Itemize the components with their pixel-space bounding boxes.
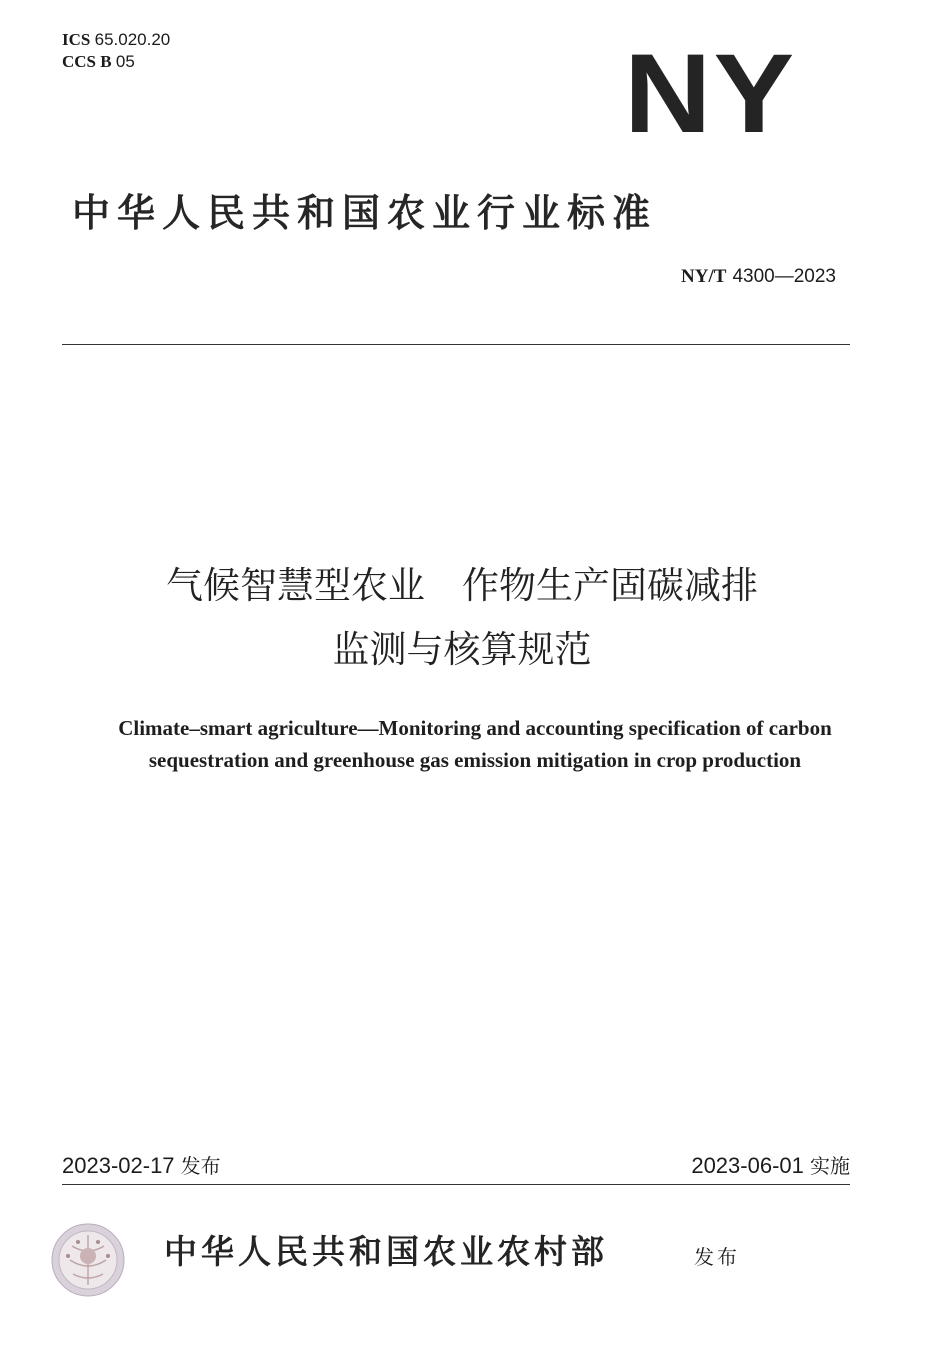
ministry-emblem-icon bbox=[50, 1222, 126, 1298]
ccs-label: CCS B bbox=[62, 52, 112, 71]
issuing-ministry: 中华人民共和国农业农村部 bbox=[164, 1232, 608, 1271]
publish-date-label: 发布 bbox=[180, 1154, 221, 1178]
publish-date bbox=[62, 1150, 221, 1182]
standard-category-title: 中华人民共和国农业行业标准 bbox=[72, 191, 658, 235]
chinese-title-line-1: 气候智慧型农业 作物生产固碳减排 bbox=[166, 564, 758, 607]
ccs-code: 05 bbox=[115, 52, 135, 71]
standard-code-number: 4300—2023 bbox=[732, 266, 836, 287]
ny-logo: NY bbox=[624, 31, 797, 156]
implement-date-label: 实施 bbox=[810, 1154, 850, 1178]
ccs-code-line bbox=[62, 51, 170, 73]
header-divider bbox=[62, 344, 850, 345]
classification-codes bbox=[62, 29, 170, 73]
implement-date bbox=[691, 1150, 850, 1182]
ics-code: 65.020.20 bbox=[94, 30, 171, 49]
issuing-action: 发布 bbox=[694, 1245, 740, 1269]
ics-label: ICS bbox=[62, 30, 91, 49]
standard-code-prefix: NY/T bbox=[681, 266, 727, 287]
english-title-line-2: sequestration and greenhouse gas emission mitigation in crop production bbox=[148, 748, 802, 772]
standard-code bbox=[681, 263, 836, 290]
footer-divider bbox=[62, 1184, 850, 1185]
implement-date-value: 2023-06-01 bbox=[691, 1153, 804, 1178]
english-title-line-1: Climate–smart agriculture—Monitoring and accounting specification of carbon bbox=[118, 716, 832, 740]
publish-date-value: 2023-02-17 bbox=[62, 1153, 175, 1178]
chinese-title-line-2: 监测与核算规范 bbox=[332, 628, 592, 671]
ics-code-line bbox=[62, 29, 170, 51]
